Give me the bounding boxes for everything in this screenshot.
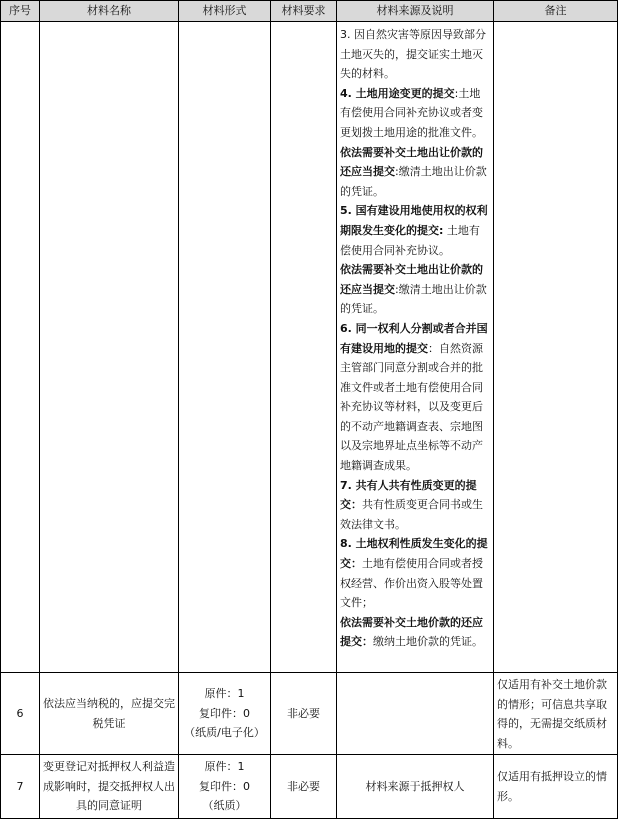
cell-seq: 6: [1, 673, 40, 755]
description-paragraph: 依法需要补交土地出让价款的还应当提交:缴清土地出让价款的凭证。: [340, 263, 487, 316]
description-paragraph: 4. 土地用途变更的提交:土地有偿使用合同补充协议或者变更划拨土地用途的批准文件。: [340, 86, 483, 139]
cell-requirement: 非必要: [271, 673, 337, 755]
form-line: 复印件：0: [199, 779, 250, 793]
cell-source: 材料来源于抵押权人: [337, 755, 494, 819]
cell-requirement: [271, 22, 337, 673]
cell-form: [179, 673, 271, 755]
cell-source-description: [337, 22, 494, 673]
form-line: 原件：1: [204, 687, 245, 701]
cell-name: 变更登记对抵押权人利益造成影响时，提交抵押权人出具的同意证明: [40, 755, 179, 819]
description-paragraph: 6. 同一权利人分割或者合并国有建设用地的提交：自然资源主管部门同意分割或合并的批准文件或者土地有偿使用合同补充协议等材料，以及变更后的不动产地籍调查表、宗地图以及宗地界址点坐标等不动产地籍调查成果。: [340, 321, 488, 473]
description-paragraph: 依法需要补交土地价款的还应提交：缴纳土地价款的凭证。: [340, 615, 483, 649]
form-line: 原件：1: [204, 760, 245, 774]
header-remark: 备注: [494, 1, 618, 22]
header-seq: 序号: [1, 1, 40, 22]
cell-remark: 仅适用有抵押设立的情形。: [494, 755, 618, 819]
cell-source: [337, 673, 494, 755]
cell-name: [40, 22, 179, 673]
form-line: （纸质/电子化）: [184, 726, 265, 740]
header-row: [1, 1, 618, 22]
cell-name: 依法应当纳税的，应提交完税凭证: [40, 673, 179, 755]
form-line: （纸质）: [202, 799, 247, 813]
cell-remark: 仅适用有补交土地价款的情形；可信息共享取得的，无需提交纸质材料。: [494, 673, 618, 755]
cell-remark: [494, 22, 618, 673]
cell-requirement: 非必要: [271, 755, 337, 819]
header-material-form: 材料形式: [179, 1, 271, 22]
table-row-6: [1, 673, 618, 755]
cell-seq: [1, 22, 40, 673]
description-paragraph: 8. 土地权利性质发生变化的提交：土地有偿使用合同或者授权经营、作价出资入股等处置文件；: [340, 537, 488, 610]
description-paragraph: 5. 国有建设用地使用权的权利期限发生变化的提交: 土地有偿使用合同补充协议。: [340, 204, 488, 257]
cell-form: [179, 22, 271, 673]
cell-form: [179, 755, 271, 819]
table-row-continuation: [1, 22, 618, 673]
header-material-source: 材料来源及说明: [337, 1, 494, 22]
table-row-7: [1, 755, 618, 819]
header-material-requirement: 材料要求: [271, 1, 337, 22]
description-paragraph: 3. 因自然灾害等原因导致部分土地灭失的，提交证实土地灭失的材料。: [340, 28, 486, 81]
header-material-name: 材料名称: [40, 1, 179, 22]
cell-seq: 7: [1, 755, 40, 819]
form-line: 复印件：0: [199, 706, 250, 720]
description-paragraph: 7. 共有人共有性质变更的提交：共有性质变更合同书或生效法律文书。: [340, 478, 483, 531]
description-paragraph: 依法需要补交土地出让价款的还应当提交:缴清土地出让价款的凭证。: [340, 145, 487, 198]
